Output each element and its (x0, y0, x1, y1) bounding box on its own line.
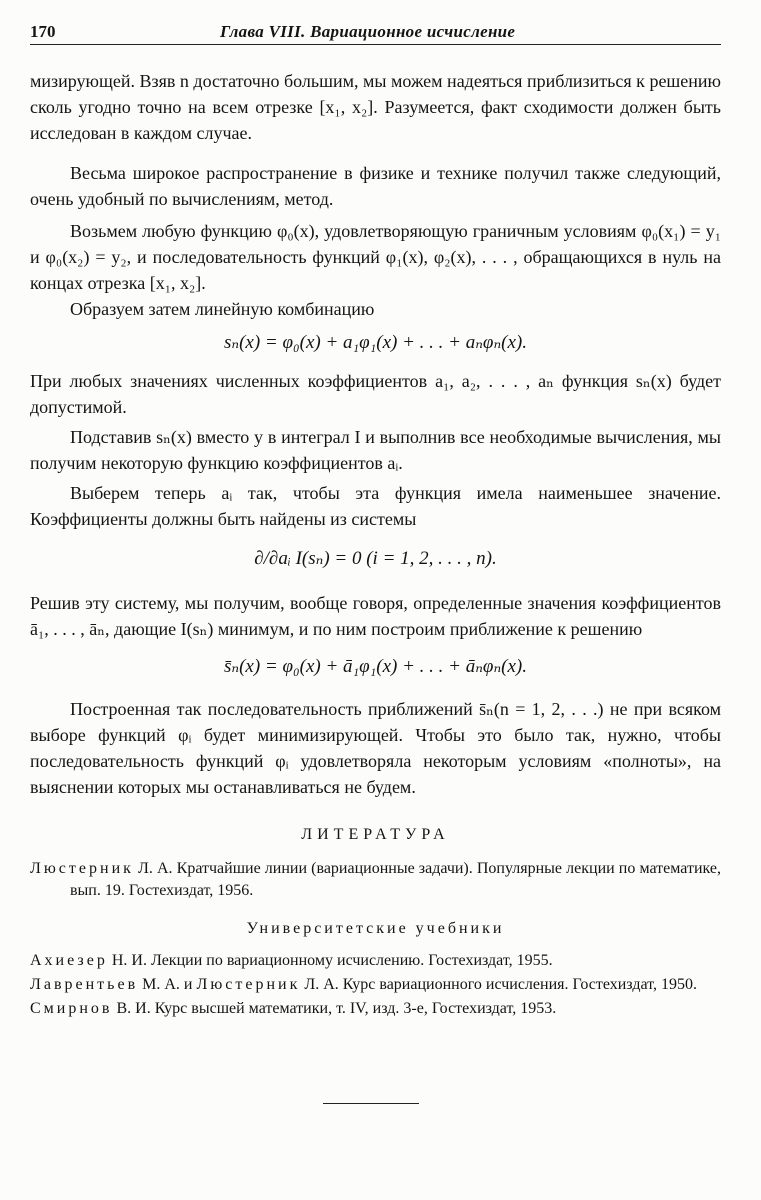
paragraph: мизирующей. Взяв n достаточно большим, мы можем надеяться приблизиться к решению сколь угодно точно на всем отрезке [x₁, x₂]. Разумеется, факт сходимости должен быть исследован в каждом случае. (30, 71, 721, 143)
reference-item (30, 858, 721, 902)
literature-heading: ЛИТЕРАТУРА (301, 826, 450, 843)
reference-author: Лаврентьев (30, 976, 139, 993)
reference-text: Л. А. Курс вариационного исчисления. Гостехиздат, 1950. (304, 976, 697, 993)
chapter-title: Глава VIII. Вариационное исчисление (220, 22, 516, 41)
paragraph: Решив эту систему, мы получим, вообще говоря, определенные значения коэффициентов ā₁, . . . , āₙ, дающие I(sₙ) минимум, и по ним построим приближение к решению (30, 593, 721, 639)
running-header (30, 22, 721, 45)
paragraph: Подставив sₙ(x) вместо y в интеграл I и выполнив все необходимые вычисления, мы получим некоторую функцию коэффициентов aᵢ. (30, 427, 721, 473)
formula: sₙ(x) = φ₀(x) + a₁φ₁(x) + . . . + aₙφₙ(x). (224, 332, 527, 353)
page-body (30, 68, 721, 1022)
end-rule (323, 1103, 419, 1104)
reference-text: М. А. и (142, 976, 193, 993)
reference-text: Л. А. Кратчайшие линии (вариационные задачи). Популярные лекции по математике, вып. 19. Гостехиздат, 1956. (70, 860, 721, 899)
literature-subheading: Университетские учебники (246, 920, 505, 937)
reference-text: Н. И. Лекции по вариационному исчислению. Гостехиздат, 1955. (111, 952, 553, 969)
reference-text: В. И. Курс высшей математики, т. IV, изд. 3-е, Гостехиздат, 1953. (116, 1000, 557, 1017)
reference-item (30, 974, 721, 996)
reference-author: Смирнов (30, 1000, 113, 1017)
page-number: 170 (30, 22, 56, 41)
paragraph: Весьма широкое распространение в физике и технике получил также следующий, очень удобный по вычислениям, метод. (30, 163, 721, 209)
paragraph: Образуем затем линейную комбинацию (70, 299, 375, 319)
reference-author: Люстерник (30, 860, 134, 877)
reference-item (30, 950, 721, 972)
reference-author: Люстерник (196, 976, 301, 993)
paragraph: При любых значениях численных коэффициентов a₁, a₂, . . . , aₙ функция sₙ(x) будет допустимой. (30, 371, 721, 417)
formula: ∂/∂aᵢ I(sₙ) = 0 (i = 1, 2, . . . , n). (254, 548, 497, 569)
reference-author: Ахиезер (30, 952, 108, 969)
paragraph: Возьмем любую функцию φ₀(x), удовлетворяющую граничным условиям φ₀(x₁) = y₁ и φ₀(x₂) = y₂, и последовательность функций φ₁(x), φ₂(x), . . . , обращающихся в нуль на концах отрезка [x₁, x₂]. (30, 221, 721, 293)
paragraph: Выберем теперь aᵢ так, чтобы эта функция имела наименьшее значение. Коэффициенты должны быть найдены из системы (30, 483, 721, 529)
paragraph: Построенная так последовательность приближений s̄ₙ(n = 1, 2, . . .) не при всяком выборе функций φᵢ будет минимизирующей. Чтобы это было так, нужно, чтобы последовательность функций φᵢ удовлетворяла некоторым условиям «полноты», на выяснении которых мы останавливаться не будем. (30, 699, 721, 797)
reference-item (30, 998, 721, 1020)
formula: s̄ₙ(x) = φ₀(x) + ā₁φ₁(x) + . . . + āₙφₙ(x). (224, 656, 527, 677)
